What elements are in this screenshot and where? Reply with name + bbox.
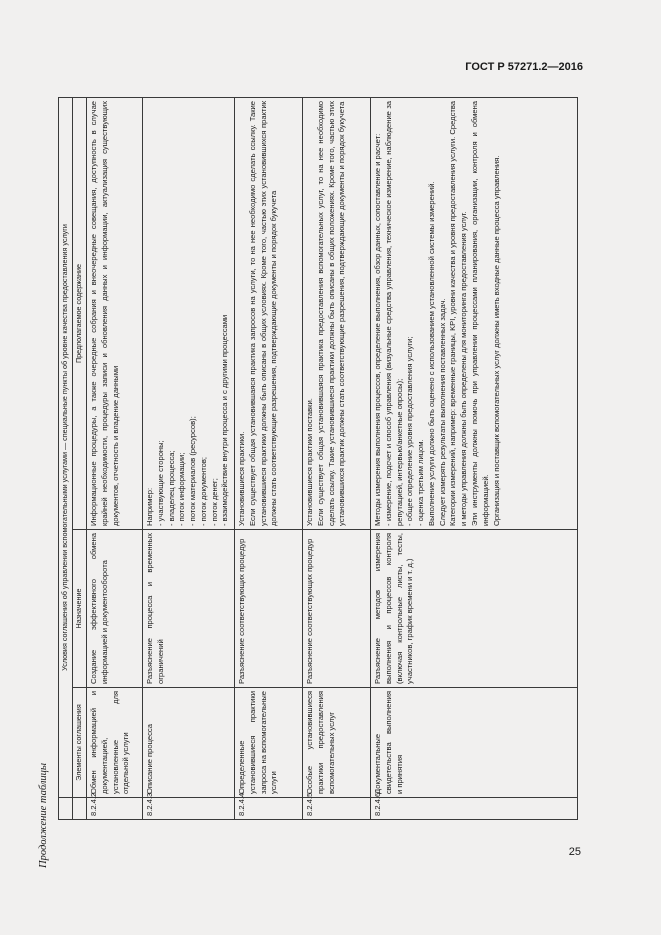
- content-line: Эти инструменты должны помочь при управлении процессами планирования, организации, контроля и обмена информацией.: [470, 100, 490, 526]
- content-line: Следует измерять результаты выполнения поставленных задач.: [437, 298, 447, 526]
- content-line: - владелец процесса;: [166, 450, 176, 526]
- content-line: Категории измерений, например: временные границы, KPI, уровни качества и уровня предоставления услуги. Средства и методы управления должны быть определены для мониторинга предоставления услуг.: [448, 100, 469, 526]
- purpose-cell: Создание эффективного обмена информацией и документооборота: [87, 530, 143, 688]
- content-line: Организация и поставщик вспомогательных услуг должны иметь входные данные процесса управления.: [491, 155, 501, 526]
- column-header-content: Предполагаемое содержание: [73, 97, 87, 529]
- table-row: [371, 97, 578, 819]
- content-line: - поток документов;: [198, 456, 208, 526]
- row-number: 8.2.4.5: [303, 798, 371, 820]
- row-number: 8.2.4.3: [143, 798, 235, 820]
- purpose-cell: Разъяснение соответствующих процедур: [303, 530, 371, 688]
- agreement-table: [58, 97, 578, 820]
- content-line: Установившиеся практики.: [237, 431, 246, 526]
- standard-number: ГОСТ Р 57271.2—2016: [465, 61, 583, 73]
- column-header-purpose: Назначение: [73, 530, 87, 688]
- row-number: 8.2.4.4: [235, 798, 303, 820]
- content-line: - взаимодействие внутри процесса и с другими процессами: [220, 314, 230, 526]
- content-cell: [303, 97, 371, 529]
- content-line: Если существует общая установившаяся практика предоставления вспомогательных услуг, то на нее необходимо сделать ссылку. Такие установившиеся практики должны быть описаны в общих положениях. Кроме того, частью этих установившихся практик должны стать соответствующие разрешения, подтверждающие документы и порядок букучета: [315, 100, 347, 526]
- continuation-label: Продолжение таблицы: [38, 762, 49, 868]
- element-cell: Обмен информацией и документацией, установленные для отдельной услуги: [87, 688, 143, 798]
- element-cell: Описание процесса: [143, 688, 235, 798]
- content-cell: [235, 97, 303, 529]
- element-cell: Особые установившиеся практики предоставления вспомогательных услуг: [303, 688, 371, 798]
- row-number: 8.2.4.2: [87, 798, 143, 820]
- row-number: 8.2.4.6: [371, 798, 578, 820]
- blank-header-cell: [59, 798, 73, 820]
- blank-header-cell: [73, 798, 87, 820]
- content-cell: [143, 97, 235, 529]
- content-line: - поток денег;: [209, 478, 219, 526]
- table-row: [235, 97, 303, 819]
- content-line: - измерение, подсчет и способ управления (визуальные средства управления, техническое измерение, наблюдение за репутацией, интервью/анкетные опросы);: [383, 100, 404, 526]
- content-line: Например:: [145, 487, 154, 526]
- purpose-cell: Разъяснение процесса и временных ограничений: [143, 530, 235, 688]
- table-row: [143, 97, 235, 819]
- content-line: Если существует общая установившаяся практика запросов на услуги, то на нее необходимо сделать ссылку. Такие установившиеся практики должны быть описаны в общих условиях. Кроме того, частью этих установившихся практик должны стать соответствующие разрешения, подтверждающие документы и порядок букучета: [247, 100, 279, 526]
- group-header: Условия соглашения об управлении вспомогательными услугами — специальные пункты об уровне качества предоставления услуги: [59, 97, 73, 797]
- content-line: - участвующие стороны;: [155, 440, 165, 526]
- content-line: Методы измерения выполнения процессов, определение выполнения, обзор данных, сопоставление и расчет:: [373, 133, 382, 526]
- column-header-element: Элементы соглашения: [73, 688, 87, 798]
- content-line: - оценка третьим лицом.: [416, 439, 426, 526]
- table-row: [87, 97, 143, 819]
- purpose-cell: Разъяснение методов измерения выполнения и процессов контроля (включая контрольные листы, тесты, участников, график времени и т. д.): [371, 530, 578, 688]
- rotated-table-container: [58, 98, 578, 820]
- content-cell: [371, 97, 578, 529]
- content-cell: [87, 97, 143, 529]
- content-line: Выполнение услуги должно быть оценено с использованием установленной системы измерений.: [426, 181, 436, 526]
- purpose-cell: Разъяснение соответствующих процедур: [235, 530, 303, 688]
- content-line: - поток информации;: [177, 452, 187, 526]
- page-number: 25: [568, 846, 581, 858]
- element-cell: Определенные установившиеся практики запроса на вспомогательные услуги: [235, 688, 303, 798]
- element-cell: Документальные свидетельства выполнения и принятия: [371, 688, 578, 798]
- table-row: [303, 97, 371, 819]
- content-line: Информационные процедуры, а также очередные собрания и внеочередные совещания, доступность в случае крайней необходимости, процедуры записи и обновления данных и информации, актуализация существующих документов, отчетность и владение данными: [89, 100, 120, 526]
- content-line: - общее определение уровня предоставления услуги;: [405, 336, 415, 526]
- content-line: Установившиеся практики поставки.: [305, 398, 314, 526]
- content-line: - поток материалов (ресурсов);: [188, 416, 198, 526]
